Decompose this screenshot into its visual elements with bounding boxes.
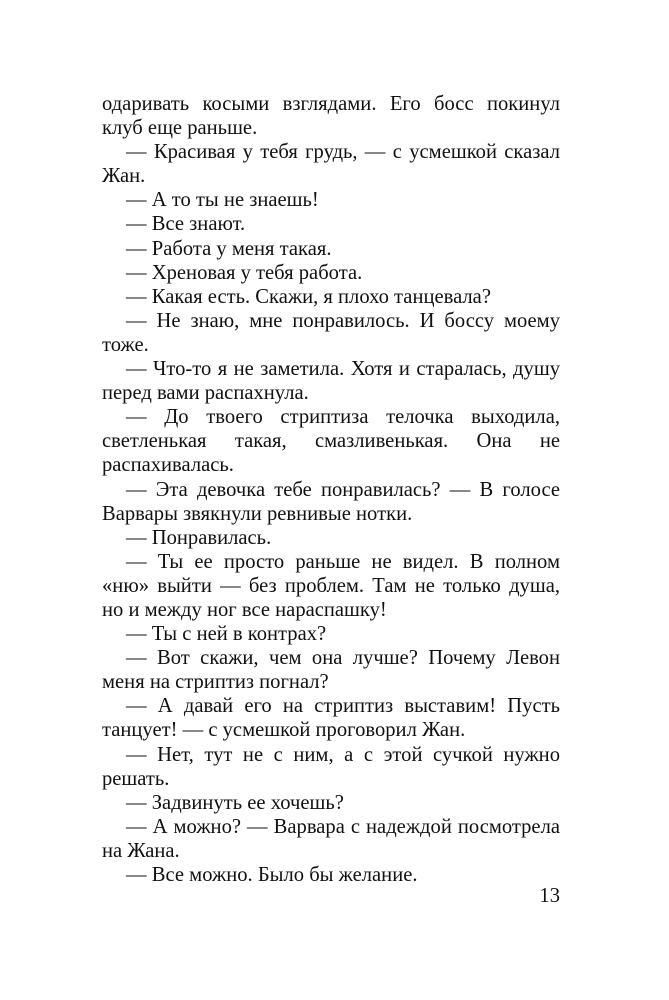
paragraph: — Не знаю, мне понравилось. И боссу моему тоже. [102,309,560,356]
paragraph: — Что-то я не заметила. Хотя и старалась, душу перед вами распахнула. [102,358,560,405]
paragraph: — Хреновая у тебя работа. [126,261,363,284]
paragraph: — Задвинуть ее хочешь? [126,791,344,814]
paragraph: — Все знают. [126,213,246,236]
paragraph: — А то ты не знаешь! [126,189,319,212]
paragraph: — Работа у меня такая. [126,237,332,260]
paragraph: — Нет, тут не с ним, а с этой сучкой нужно решать. [102,743,560,790]
page-number: 13 [539,885,560,907]
paragraph: — До твоего стриптиза телочка выходила, светленькая такая, смазливенькая. Она не распахивалась. [102,406,560,477]
paragraph: — Ты с ней в контрах? [126,623,327,646]
paragraph: — А можно? — Варвара с надеждой посмотрела на Жана. [102,815,560,862]
paragraph: — Эта девочка тебе понравилась? — В голосе Варвары звякнули ревнивые нотки. [102,478,560,525]
paragraph: — Ты ее просто раньше не видел. В полном «ню» выйти — без проблем. Там не только душа, но и между ног все нараспашку! [102,550,560,621]
paragraph: — Все можно. Было бы желание. [126,864,418,886]
paragraph: — Красивая у тебя грудь, — с усмешкой сказал Жан. [102,141,560,188]
body-text [102,92,560,887]
paragraph: — Какая есть. Скажи, я плохо танцевала? [126,285,491,308]
paragraph: — Вот скажи, чем она лучше? Почему Левон меня на стриптиз погнал? [102,647,560,694]
paragraph: — А давай его на стриптиз выставим! Пусть танцует! — с усмешкой проговорил Жан. [102,695,560,742]
paragraph: — Понравилась. [126,526,272,549]
paragraph: одаривать косыми взглядами. Его босс покинул клуб еще раньше. [102,93,560,140]
